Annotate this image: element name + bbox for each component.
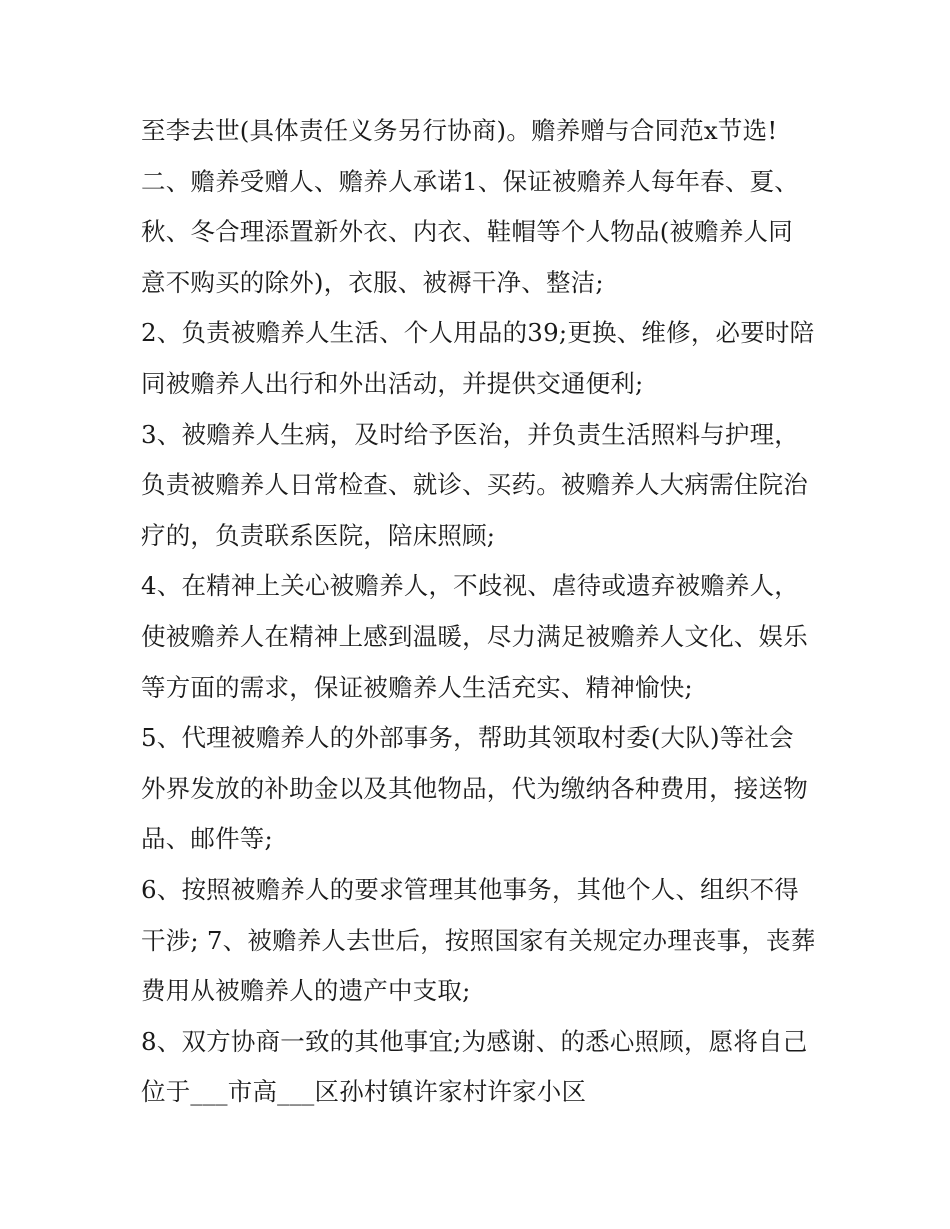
document-body [141,106,831,1118]
text-line: 干涉; 7、被赡养人去世后，按照国家有关规定办理丧事，丧葬 [141,925,816,955]
text-line: 二、赡养受赠人、赡养人承诺1、保证被赡养人每年春、夏、 [141,166,799,196]
text-line: 负责被赡养人日常检查、就诊、买药。被赡养人大病需住院治 [141,470,808,500]
text-line: 至李去世(具体责任义务另行协商)。赡养赠与合同范x节选! [141,116,778,145]
text-line: 秋、冬合理添置新外衣、内衣、鞋帽等个人物品(被赡养人同 [141,217,793,247]
text-line: 8、双方协商一致的其他事宜;为感谢、的悉心照顾，愿将自己 [141,1026,808,1056]
text-line: 外界发放的补助金以及其他物品，代为缴纳各种费用，接送物 [141,773,808,803]
text-line: 3、被赡养人生病，及时给予医治，并负责生活照料与护理， [141,419,799,449]
text-line: 等方面的需求，保证被赡养人生活充实、精神愉快; [141,672,693,702]
text-line: 2、负责被赡养人生活、个人用品的39;更换、维修，必要时陪 [141,318,815,348]
text-line: 5、代理被赡养人的外部事务，帮助其领取村委(大队)等社会 [141,723,794,753]
text-line: 6、按照被赡养人的要求管理其他事务，其他个人、组织不得 [141,874,799,904]
text-line: 疗的，负责联系医院，陪床照顾; [141,520,496,550]
text-line: 使被赡养人在精神上感到温暖，尽力满足被赡养人文化、娱乐 [141,621,808,651]
text-line: 费用从被赡养人的遗产中支取; [141,976,471,1006]
text-line: 4、在精神上关心被赡养人，不歧视、虐待或遗弃被赡养人， [141,571,799,601]
text-line: 位于___市高___区孙村镇许家村许家小区 [141,1077,587,1107]
text-line: 意不购买的除外)，衣服、被褥干净、整洁; [141,267,604,297]
text-line: 品、邮件等; [141,824,273,854]
text-line: 同被赡养人出行和外出活动，并提供交通便利; [141,368,644,398]
